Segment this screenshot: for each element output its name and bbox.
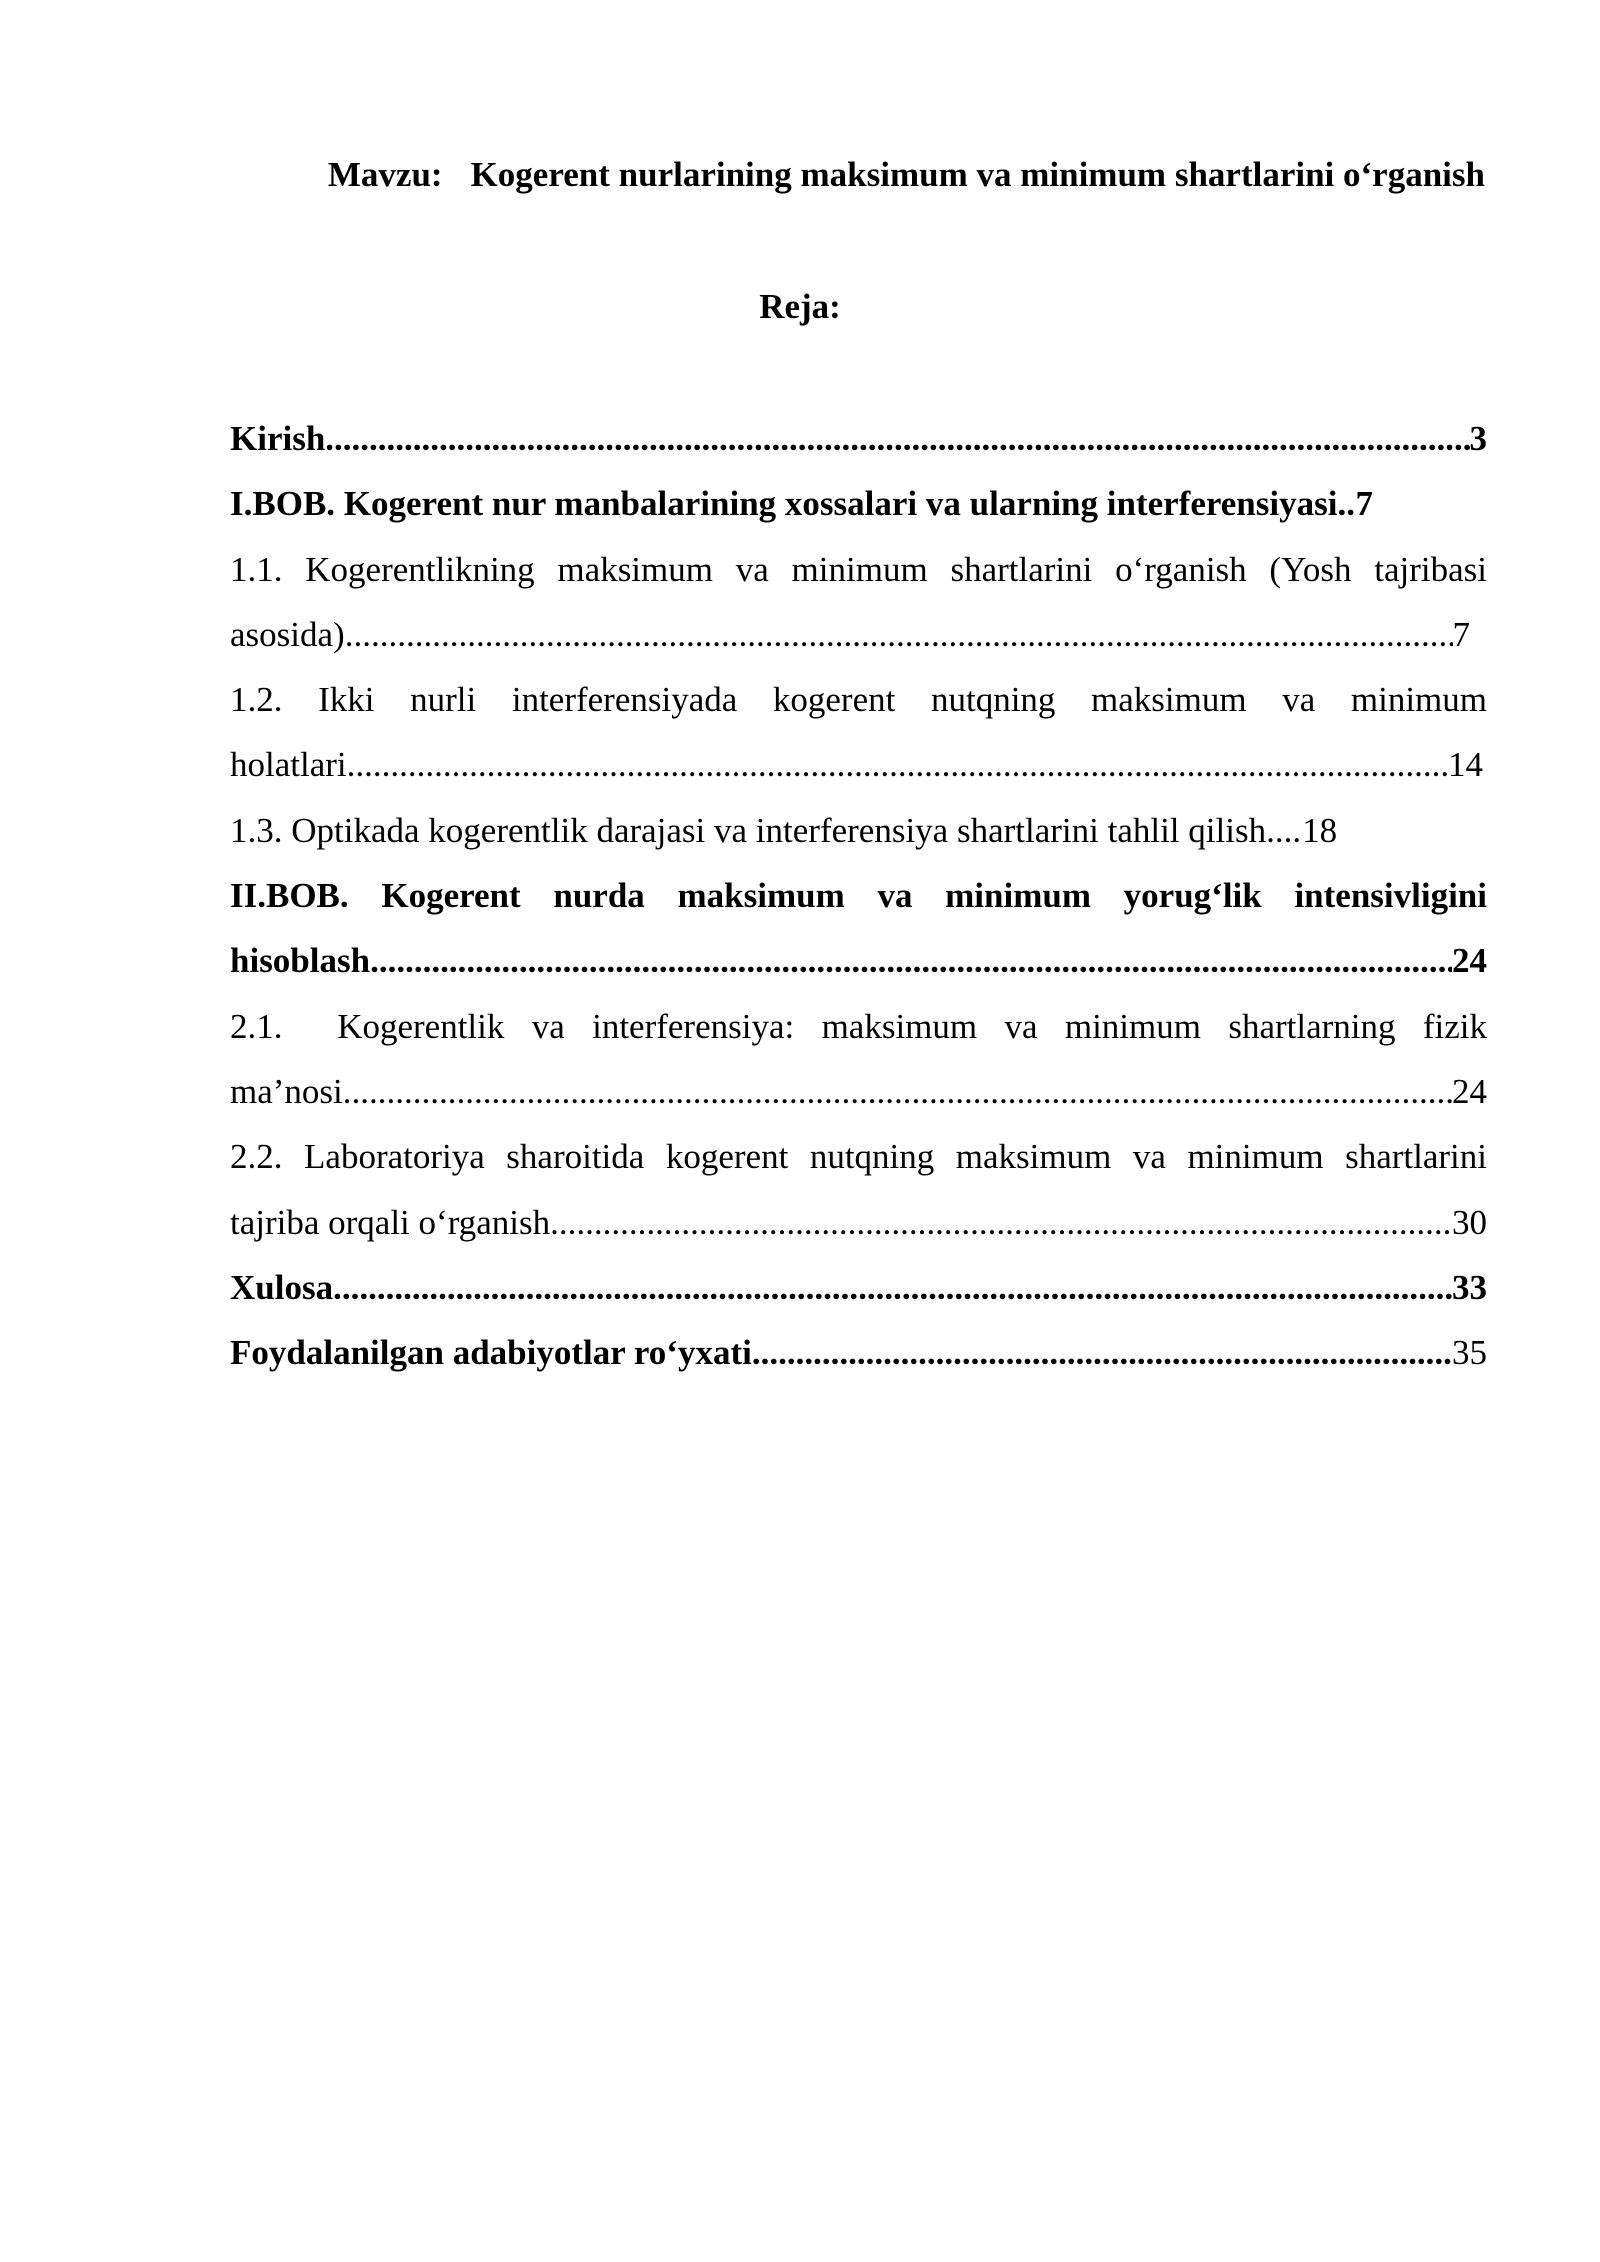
dot-leader — [550, 1190, 1452, 1255]
toc-entry-text: 1.3. Optikada kogerentlik darajasi va interferensiya shartlarini tahlil qilish — [230, 810, 1267, 850]
title-label: Mavzu: — [327, 155, 443, 194]
toc-entry-line2 — [230, 928, 1487, 993]
toc-entry-text-line2: hisoblash — [230, 941, 371, 981]
title-topic: Kogerent nurlarining maksimum va minimum shartlarini o‘rganish — [470, 155, 1485, 194]
toc-entry-line2 — [230, 1190, 1487, 1255]
toc-entry-page: 35 — [1452, 1333, 1487, 1373]
toc-entry-page: 24 — [1452, 941, 1487, 981]
dot-leader — [347, 732, 1448, 797]
dot-leader — [1337, 471, 1355, 536]
toc-entry-page: 7 — [1452, 614, 1470, 654]
dot-leader — [343, 1059, 1452, 1124]
toc-entry-text-line1: 1.1. Kogerentlikning maksimum va minimum shartlarini o‘rganish (Yosh tajribasi — [230, 549, 1487, 589]
dot-leader — [752, 1320, 1452, 1385]
toc-entry-page: 24 — [1452, 1071, 1487, 1111]
dot-leader — [325, 406, 1469, 471]
toc-entry-text-line2: asosida) — [230, 614, 345, 654]
toc-entry-text-line1: 2.2. Laboratoriya sharoitida kogerent nutqning maksimum va minimum shartlarini — [230, 1137, 1487, 1177]
toc-entry-text-line2: tajriba orqali o‘rganish — [230, 1202, 551, 1242]
toc-entry-1-2 — [230, 667, 1487, 798]
toc-entry-adabiyotlar — [230, 1320, 1487, 1385]
toc-entry-text: I.BOB. Kogerent nur manbalarining xossalari va ularning interferensiyasi — [230, 484, 1338, 524]
toc-entry-text: Kirish — [230, 419, 326, 458]
toc-entry-1-1 — [230, 537, 1487, 668]
toc-entry-text-line1: 1.2. Ikki nurli interferensiyada kogerent nutqning maksimum va minimum — [230, 680, 1487, 720]
toc-entry-text: Foydalanilgan adabiyotlar ro‘yxati — [230, 1333, 752, 1373]
toc-entry-bob1 — [230, 471, 1462, 536]
toc-entry-1-3 — [230, 798, 1426, 863]
toc-entry-line2 — [230, 732, 1483, 797]
toc-entry-page: 14 — [1448, 745, 1483, 785]
toc-entry-line2 — [230, 602, 1470, 667]
toc-entry-bob2 — [230, 863, 1487, 994]
toc-entry-kirish — [230, 406, 1487, 471]
dot-leader — [1266, 798, 1302, 863]
toc-entry-page: 3 — [1469, 419, 1487, 458]
toc-entry-page: 33 — [1452, 1267, 1487, 1307]
toc-entry-page: 18 — [1302, 810, 1338, 850]
dot-leader — [333, 1255, 1452, 1320]
table-of-contents — [230, 406, 1487, 1385]
toc-entry-2-1 — [230, 994, 1487, 1125]
plan-heading: Reja: — [759, 287, 841, 326]
toc-entry-text-line1: II.BOB. Kogerent nurda maksimum va minimum yorug‘lik intensivligini — [230, 876, 1487, 916]
toc-entry-text-line2: ma’nosi — [230, 1071, 343, 1111]
toc-entry-xulosa — [230, 1255, 1487, 1320]
document-title — [230, 150, 1485, 200]
toc-entry-2-2 — [230, 1124, 1487, 1255]
toc-entry-text-line1: 2.1. Kogerentlik va interferensiya: maksimum va minimum shartlarning fizik — [230, 1006, 1487, 1046]
toc-entry-text: Xulosa — [230, 1267, 334, 1307]
toc-entry-text-line2: holatlari — [230, 745, 347, 785]
toc-entry-page: 30 — [1452, 1202, 1487, 1242]
toc-entry-line2 — [230, 1059, 1487, 1124]
dot-leader — [345, 602, 1453, 667]
dot-leader — [370, 928, 1452, 993]
toc-entry-page: 7 — [1355, 484, 1373, 524]
